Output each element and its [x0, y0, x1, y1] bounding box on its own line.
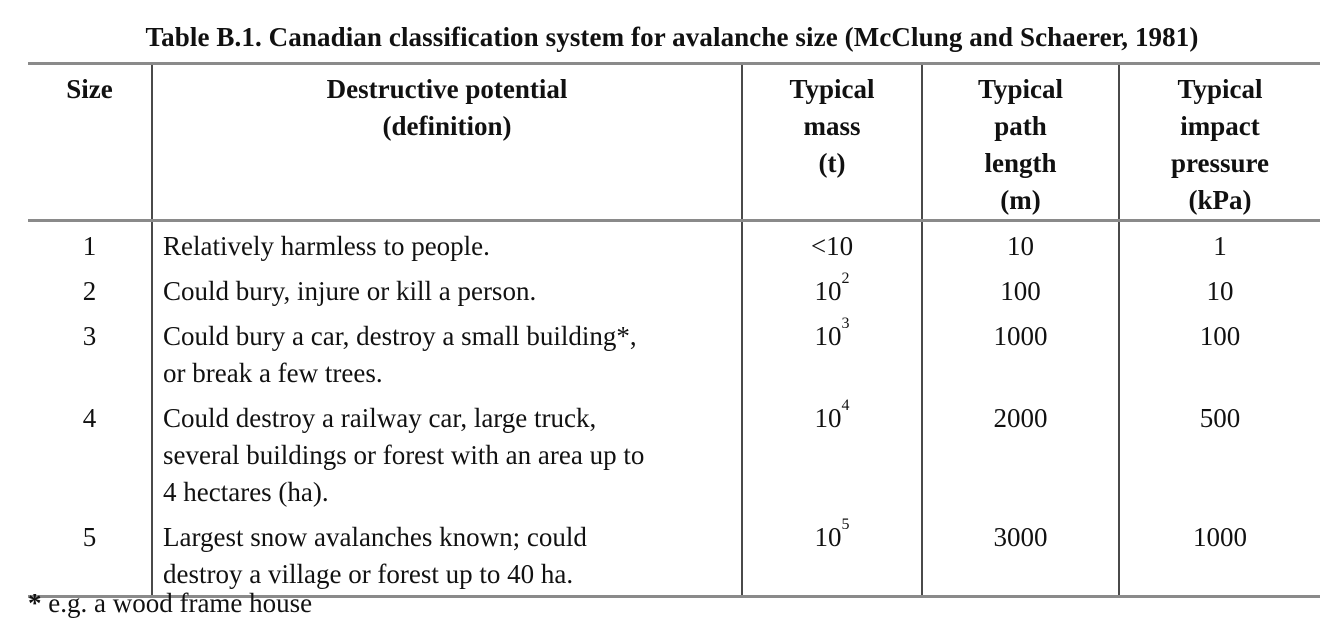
- header-mass: [742, 64, 922, 221]
- cell-impact-pressure: 500: [1119, 400, 1320, 519]
- mass-exponent: 3: [841, 315, 850, 332]
- definition-line: destroy a village or forest up to 40 ha.: [163, 559, 574, 589]
- cell-path-length: 100: [922, 273, 1119, 318]
- cell-mass: [742, 270, 922, 318]
- definition-line: Relatively harmless to people.: [163, 231, 490, 261]
- cell-definition: [152, 519, 742, 597]
- cell-definition: [152, 400, 742, 519]
- header-impact-pressure: [1119, 64, 1320, 221]
- header-path-line: Typical: [977, 74, 1063, 104]
- mass-exponent: 2: [841, 270, 850, 287]
- footnote-marker: *: [28, 588, 42, 618]
- mass-base: 10: [814, 403, 842, 433]
- table-footnote: [28, 588, 312, 619]
- cell-mass: [742, 516, 922, 597]
- definition-line: Could destroy a railway car, large truck,: [163, 403, 597, 433]
- definition-line: 4 hectares (ha).: [163, 477, 329, 507]
- header-definition-line: (definition): [382, 111, 512, 141]
- cell-definition: [152, 318, 742, 400]
- header-size: [28, 64, 152, 221]
- cell-mass: [742, 221, 922, 274]
- definition-line: Largest snow avalanches known; could: [163, 522, 587, 552]
- cell-path-length: 2000: [922, 400, 1119, 519]
- mass-base: 10: [814, 522, 842, 552]
- definition-line: or break a few trees.: [163, 358, 383, 388]
- avalanche-size-table: [28, 62, 1320, 598]
- header-size-label: Size: [66, 74, 113, 104]
- cell-path-length: 1000: [922, 318, 1119, 400]
- cell-size: 1: [82, 231, 97, 261]
- cell-mass: [742, 397, 922, 519]
- cell-impact-pressure: 1000: [1119, 519, 1320, 597]
- cell-size: 4: [82, 403, 97, 433]
- header-pressure-line: pressure: [1170, 148, 1269, 178]
- header-row: [28, 64, 1320, 221]
- header-definition: [152, 64, 742, 221]
- cell-size: 2: [82, 276, 97, 306]
- footnote-text: e.g. a wood frame house: [41, 588, 313, 618]
- mass-base: <10: [810, 231, 854, 261]
- cell-definition: [152, 221, 742, 274]
- header-path-line: path: [994, 111, 1047, 141]
- header-path-line: length: [984, 148, 1057, 178]
- mass-base: 10: [814, 321, 842, 351]
- cell-definition: [152, 273, 742, 318]
- table-row: [28, 400, 1320, 519]
- cell-path-length: 3000: [922, 519, 1119, 597]
- header-mass-line: Typical: [789, 74, 875, 104]
- header-mass-line: mass: [803, 111, 861, 141]
- mass-exponent: 5: [841, 516, 850, 533]
- header-path-length: [922, 64, 1119, 221]
- mass-exponent: 4: [841, 397, 850, 414]
- cell-size: 3: [82, 321, 97, 351]
- header-mass-line: (t): [818, 148, 846, 178]
- cell-impact-pressure: 100: [1119, 318, 1320, 400]
- cell-mass: [742, 315, 922, 400]
- mass-base: 10: [814, 276, 842, 306]
- table-row: [28, 519, 1320, 597]
- header-pressure-line: Typical: [1177, 74, 1263, 104]
- cell-size: 5: [82, 522, 97, 552]
- table-row: [28, 221, 1320, 274]
- definition-line: several buildings or forest with an area up to: [163, 440, 645, 470]
- table-caption: Table B.1. Canadian classification system for avalanche size (McClung and Schaerer, 1981): [145, 22, 1199, 52]
- cell-path-length: 10: [922, 221, 1119, 274]
- cell-impact-pressure: 1: [1119, 221, 1320, 274]
- cell-impact-pressure: 10: [1119, 273, 1320, 318]
- definition-line: Could bury, injure or kill a person.: [163, 276, 537, 306]
- header-path-line: (m): [1000, 185, 1041, 215]
- table-row: [28, 273, 1320, 318]
- header-pressure-line: impact: [1180, 111, 1260, 141]
- definition-line: Could bury a car, destroy a small building*,: [163, 321, 637, 351]
- header-definition-line: Destructive potential: [326, 74, 568, 104]
- table-row: [28, 318, 1320, 400]
- header-pressure-line: (kPa): [1188, 185, 1252, 215]
